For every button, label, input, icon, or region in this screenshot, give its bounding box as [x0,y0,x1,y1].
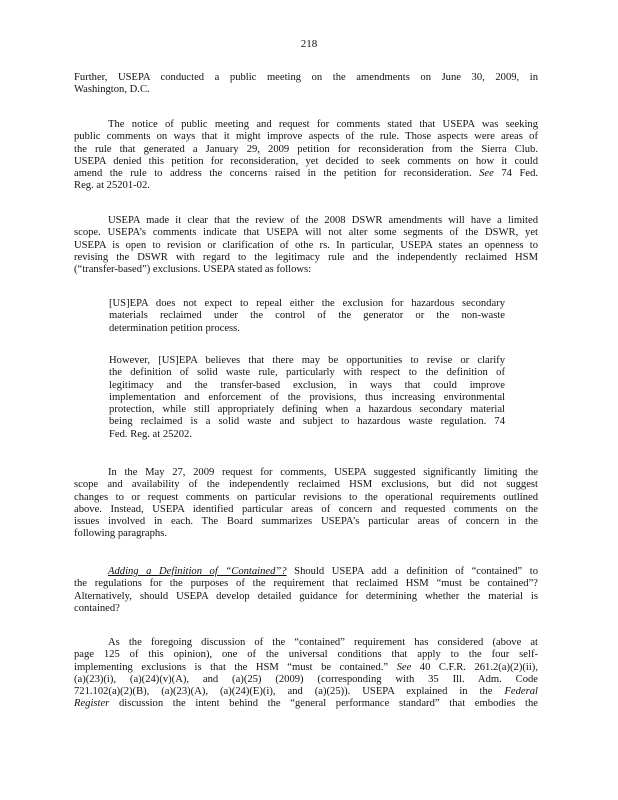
text-line: issues involved in each. The Board summarizes USEPA’s particular areas of concern in the [74,516,538,528]
text-line: The notice of public meeting and request for comments stated that USEPA was seeking [108,119,538,130]
paragraph-may-request [74,467,538,541]
text-line: above. Instead, USEPA identified particular areas of concern and requested comments on the [74,503,538,515]
text-fragment: discussion the intent behind the “general performance standard” that embodies the [118,698,538,710]
text-line: (“transfer-based”) exclusions. USEPA stated as follows: [74,264,312,276]
paragraph-foregoing-discussion [74,637,538,711]
text-line: Fed. Reg. at 25202. [109,428,192,440]
text-line: Washington, D.C. [74,84,150,96]
italic-term: Federal [504,686,538,698]
text-line: being reclaimed is a solid waste and subject to hazardous waste regulation. 74 [109,416,505,428]
text-line: changes to or request comments on particular revisions to the operational requirements outlined [74,491,538,503]
text-fragment: Should USEPA add a definition of “contained” to [294,566,538,577]
page-number: 218 [300,38,318,50]
section-heading: Adding a Definition of “Contained”? [108,566,287,577]
text-line [74,168,538,180]
text-fragment: 74 Fed. [501,168,539,180]
text-line [74,662,538,674]
text-line: contained? [74,602,120,614]
text-line: Further, USEPA conducted a public meeting on the amendments on June 30, 2009, in [74,72,538,83]
text-line: scope. USEPA’s comments indicate that USEPA will not alter some segments of the DSWR, yet [74,227,538,239]
text-line: However, [US]EPA believes that there may be opportunities to revise or clarify [109,355,505,366]
text-line: USEPA is open to revision or clarification of othe rs. In particular, USEPA states an openness to [74,239,538,251]
text-line: As the foregoing discussion of the “contained” requirement has considered (above at [108,637,538,648]
text-line: Alternatively, should USEPA develop detailed guidance for determining whether the material is [74,590,538,602]
text-fragment: 40 C.F.R. 261.2(a)(2)(ii), [419,661,538,673]
citation-signal: See [479,168,494,180]
text-line: USEPA denied this petition for reconsideration, yet decided to seek comments on how it could [74,155,538,167]
text-line: the regulations for the purposes of the requirement that reclaimed HSM “must be contained”? [74,578,538,590]
text-line: [US]EPA does not expect to repeal either the exclusion for hazardous secondary [109,298,505,309]
paragraph-public-meeting [74,72,538,97]
block-quote-1 [109,298,505,335]
text-line: USEPA made it clear that the review of the 2008 DSWR amendments will have a limited [108,215,538,226]
text-line: materials reclaimed under the control of the generator or the non-waste [109,310,505,322]
citation-signal: See [396,661,412,673]
text-line: following paragraphs. [74,528,167,540]
text-fragment: amend the rule to address the concerns raised in the petition for reconsideration. [74,168,472,180]
text-fragment: implementing exclusions is that the HSM “must be contained.” [74,661,389,673]
paragraph-contained-definition [74,566,538,615]
text-line: public comments on ways that it might improve aspects of the rule. Those aspects were areas of [74,131,538,143]
block-quote-2 [109,355,505,441]
text-line: protection, while still appropriately defining when a hazardous secondary material [109,404,505,416]
text-line: the rule that generated a January 29, 2009 petition for reconsideration from the Sierra Club. [74,143,538,155]
paragraph-review-scope [74,215,538,276]
text-line [74,698,538,710]
text-line: revising the DSWR with regard to the legitimacy rule and the independently reclaimed HSM [74,251,538,263]
text-fragment: 721.102(a)(2)(B), (a)(23)(A), (a)(24)(E)(i), and (a)(25)). USEPA explained in the [74,686,493,698]
text-line [74,686,538,698]
text-line: implementation and enforcement of the provisions, thus increasing environmental [109,391,505,403]
text-line: Reg. at 25201-02. [74,180,150,192]
italic-term: Register [74,698,110,710]
text-line: (a)(23)(i), (a)(24)(v)(A), and (a)(25) (2009) (corresponding with 35 Ill. Adm. Code [74,673,538,685]
paragraph-notice [74,119,538,193]
text-line: legitimacy and the transfer-based exclusion, in ways that could improve [109,379,505,391]
text-line: page 125 of this opinion), one of the universal conditions that apply to the four self- [74,649,538,661]
text-line [74,566,538,578]
text-line: scope and availability of the independently reclaimed HSM exclusions, but did not suggest [74,479,538,491]
text-line: In the May 27, 2009 request for comments, USEPA suggested significantly limiting the [108,467,538,478]
text-line: determination petition process. [109,322,240,334]
text-line: the definition of solid waste rule, particularly with respect to the definition of [109,367,505,379]
